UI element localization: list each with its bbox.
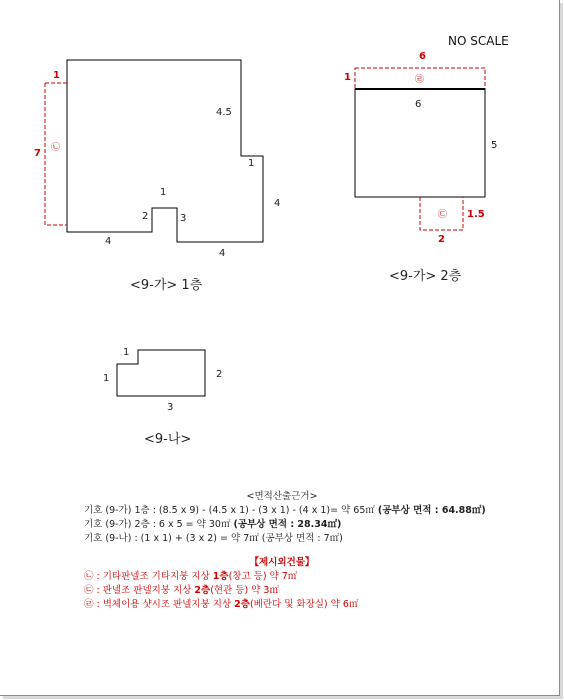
circled-symbol: ㉢: [84, 585, 94, 596]
dim-label: 5: [491, 140, 498, 151]
dim-label: 4: [219, 248, 226, 259]
extension-width-label: 1: [53, 70, 60, 81]
dim-label: 3: [180, 213, 187, 224]
dim-label: 3: [167, 402, 174, 413]
circled-symbol: ㉣: [84, 599, 94, 610]
dim-label: 1: [248, 158, 255, 169]
building-9na: [103, 347, 222, 447]
dim-label: 4.5: [216, 107, 232, 118]
building-9ga-2f: [344, 51, 497, 284]
dim-label: 1: [123, 347, 130, 358]
area-line: 기호 (9-가) 2층 : 6 x 5 = 약 30㎡ (공부상 면적 : 28.34㎡): [84, 519, 342, 530]
building-caption: <9-나>: [144, 432, 192, 447]
dim-label: 6: [415, 99, 422, 110]
circled-symbol: ㉡: [84, 571, 94, 582]
extension-length-label: 7: [34, 148, 41, 159]
notes-section: [0, 490, 564, 612]
area-line: 기호 (9-나) : (1 x 1) + (3 x 2) = 약 7㎡ (공부상 면적 : 7㎡): [84, 533, 343, 544]
building-caption: <9-가> 1층: [130, 278, 203, 293]
floor-outline: [67, 60, 263, 242]
extension-width-label: 6: [419, 51, 426, 62]
excluded-title: 【제시외건물】: [249, 557, 315, 568]
dim-label: 2: [216, 369, 223, 380]
dim-label: 1: [160, 187, 167, 198]
area-basis-title: <면적산출근거>: [246, 491, 318, 502]
building-9ga-1f: [34, 60, 280, 293]
building-caption: <9-가> 2층: [389, 269, 462, 284]
floor-outline: [117, 350, 205, 396]
excluded-line: ㉢ : 판넬조 판넬지붕 지상 2층(현관 등) 약 3㎡: [84, 585, 279, 596]
extension-depth-label: 1: [344, 72, 351, 83]
dim-label: 4: [105, 236, 112, 247]
dim-label: 2: [142, 211, 149, 222]
extension-outline: [45, 83, 67, 225]
excluded-line: ㉡ : 기타판넬조 기타지붕 지상 1층(창고 등) 약 7㎡: [84, 571, 298, 582]
excluded-line: ㉣ : 벽체이용 샷시조 판넬지붕 지상 2층(베란다 및 화장실) 약 6㎡: [84, 599, 359, 610]
symbol-circled-rieul: ㉣: [415, 75, 425, 85]
symbol-circled-nieun: ㉡: [51, 143, 61, 153]
dim-label: 1: [103, 373, 110, 384]
scale-note: NO SCALE: [448, 34, 509, 48]
extension-depth-label: 1.5: [467, 209, 485, 220]
symbol-circled-digeut: ㉢: [438, 210, 448, 220]
dim-label: 4: [274, 198, 281, 209]
extension-width-label: 2: [438, 234, 445, 245]
area-line: 기호 (9-가) 1층 : (8.5 x 9) - (4.5 x 1) - (3 x 1) - (4 x 1)= 약 65㎡ (공부상 면적 : 64.88㎡): [84, 505, 486, 516]
